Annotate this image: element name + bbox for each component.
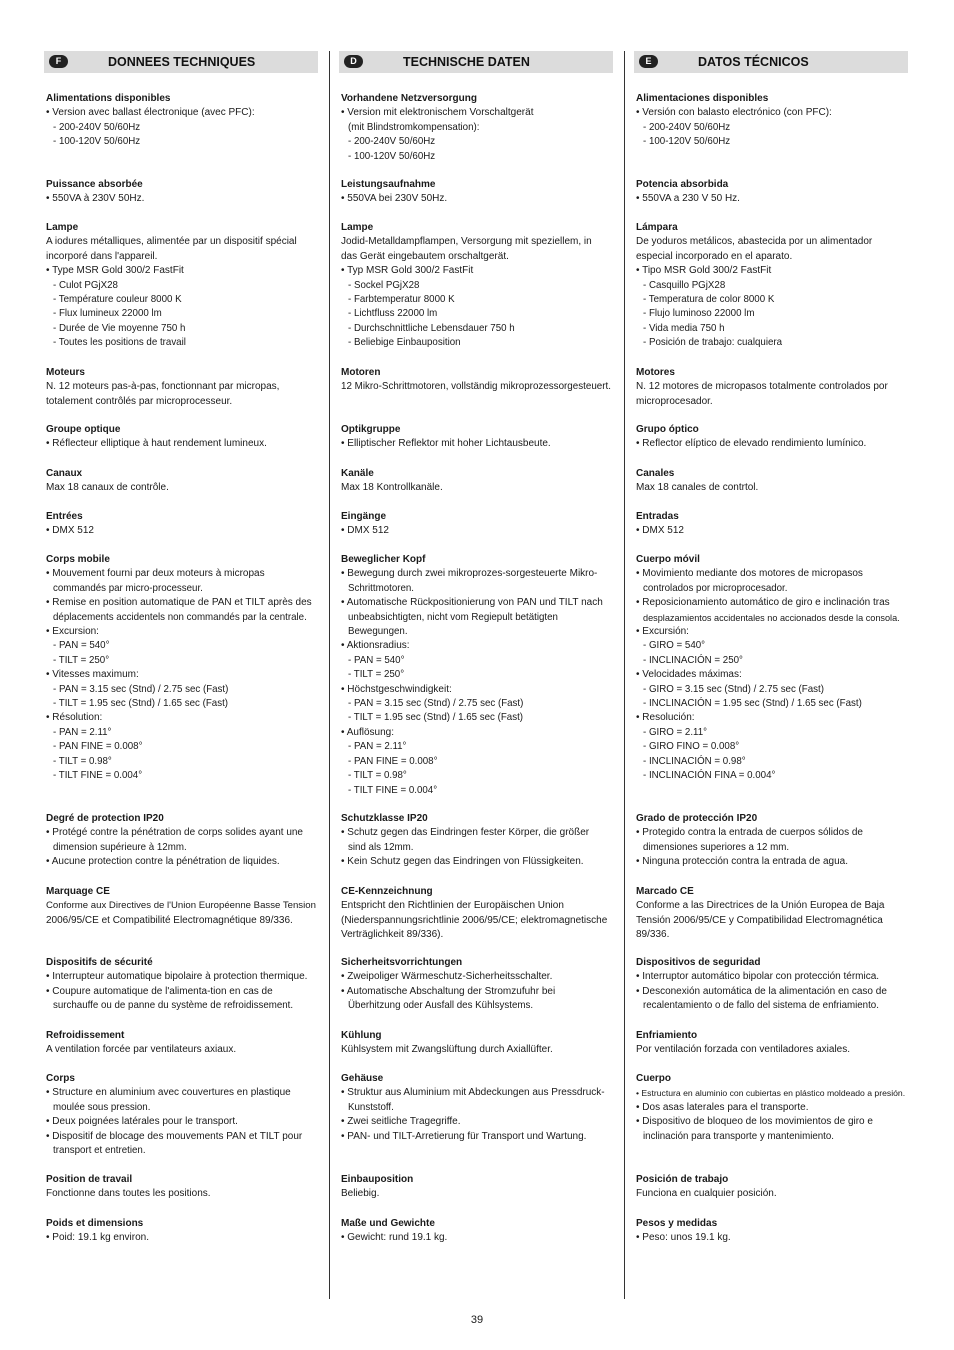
spec-line: sind als 12mm. (348, 841, 414, 853)
spec-line: • Estructura en aluminio con cubiertas en plástico moldeado a presión. (636, 1088, 906, 1099)
spec-line: • Interrupteur automatique bipolaire à protection thermique. (46, 971, 308, 983)
spec-line: A ventilation forcée par ventilateurs axiaux. (46, 1044, 237, 1056)
spec-section (46, 221, 316, 351)
spec-line: Conforme aux Directives de l'Union Européenne Basse Tension (46, 900, 316, 912)
spec-section (341, 366, 611, 395)
spec-section (341, 510, 611, 539)
spec-line: - PAN FINE = 0.008° (53, 741, 143, 753)
spec-section-title: Position de travail (46, 1174, 133, 1185)
spec-line: • Movimiento mediante dos motores de micropasos (636, 568, 863, 580)
spec-line: Entspricht den Richtlinien der Europäischen Union (341, 900, 564, 912)
spec-section (636, 221, 906, 351)
spec-line: - Farbtemperatur 8000 K (348, 294, 455, 306)
spec-section-title: Corps mobile (46, 554, 110, 565)
spec-section (636, 812, 906, 870)
spec-section-title: Dispositivos de seguridad (636, 957, 761, 968)
spec-line: • Zwei seitliche Tragegriffe. (341, 1116, 461, 1128)
spec-line: • Version avec ballast électronique (avec PFC): (46, 107, 255, 119)
spec-section (46, 92, 316, 150)
spec-line: unbeabsichtigten, nicht vom Regiepult betätigten (348, 611, 558, 623)
spec-section-title: Corps (46, 1073, 75, 1084)
spec-line: - PAN = 540° (53, 640, 110, 652)
spec-line: • DMX 512 (341, 525, 389, 537)
spec-line: 12 Mikro-Schrittmotoren, vollständig mikroprozessorgesteuert. (341, 381, 611, 393)
spec-line: • Protégé contre la pénétration de corps solides ayant une (46, 827, 303, 839)
spec-line: - INCLINACIÓN = 0.98° (643, 755, 746, 767)
spec-section-title: CE-Kennzeichnung (341, 886, 433, 897)
spec-line: • Version mit elektronischem Vorschaltgerät (341, 107, 534, 119)
spec-section-title: Einbauposition (341, 1174, 414, 1185)
page-number: 39 (470, 1314, 484, 1326)
spec-section (636, 1072, 906, 1144)
spec-section (46, 1072, 316, 1158)
spec-section (341, 1072, 611, 1144)
spec-line: totalement contrôlés par microprocesseur. (46, 395, 233, 407)
spec-section-title: Sicherheitsvorrichtungen (341, 957, 463, 968)
spec-section (636, 1029, 906, 1058)
spec-line: commandés par micro-processeur. (53, 582, 203, 594)
spec-line: - Sockel PGjX28 (348, 279, 420, 291)
spec-line: • Peso: unos 19.1 kg. (636, 1232, 731, 1244)
spec-line: • Deux poignées latérales pour le transport. (46, 1116, 238, 1128)
spec-line: - TILT FINE = 0.004° (348, 784, 438, 796)
spec-section (341, 221, 611, 351)
spec-line: - Durée de Vie moyenne 750 h (53, 322, 186, 334)
spec-line: • Interruptor automático bipolar con protección térmica. (636, 971, 880, 983)
spec-section (46, 510, 316, 539)
spec-section (636, 510, 906, 539)
spec-line: 2006/95/CE et Compatibilité Electromagnétique 89/336. (46, 914, 293, 926)
spec-line: - 200-240V 50/60Hz (53, 121, 141, 133)
spec-line: Schrittmotoren. (348, 582, 415, 594)
spec-line: Por ventilación forzada con ventiladores axiales. (636, 1044, 851, 1056)
spec-line: • 550VA a 230 V 50 Hz. (636, 193, 740, 205)
spec-line: - Vida media 750 h (643, 322, 725, 334)
spec-section (46, 423, 316, 452)
spec-line: • Versión con balasto electrónico (con PFC): (636, 107, 832, 119)
spec-line: Überhitzung oder Ausfall des Kühlsystems. (348, 1000, 534, 1012)
spec-line: • Mouvement fourni par deux moteurs à micropas (46, 568, 265, 580)
spec-line: déplacements accidentels non commandés par la centrale. (53, 611, 307, 623)
spec-section-title: Lampe (341, 222, 374, 233)
column-german (341, 51, 611, 1244)
spec-line: • Velocidades máximas: (636, 669, 742, 681)
spec-section-title: Puissance absorbée (46, 179, 143, 190)
spec-section (46, 812, 316, 870)
header-title: DONNEES TECHNIQUES (108, 55, 256, 69)
language-badge: D (344, 55, 363, 68)
spec-section-title: Entrées (46, 511, 83, 522)
spec-line: Jodid-Metalldampflampen, Versorgung mit speziellem, in (341, 236, 592, 248)
spec-line: • 550VA à 230V 50Hz. (46, 193, 145, 205)
spec-line: N. 12 motores de micropasos totalmente controlados por (636, 381, 888, 393)
spec-line: - TILT = 250° (53, 654, 110, 666)
spec-section (636, 178, 906, 207)
section-header (44, 51, 318, 73)
spec-section-title: Cuerpo (636, 1073, 671, 1084)
spec-section (46, 366, 316, 409)
spec-section (46, 956, 316, 1014)
spec-line: dimensiones superiores a 12 mm. (643, 841, 790, 853)
spec-section-title: Pesos y medidas (636, 1218, 718, 1229)
spec-line: - PAN = 3.15 sec (Stnd) / 2.75 sec (Fast) (53, 683, 229, 695)
spec-line: - 200-240V 50/60Hz (643, 121, 731, 133)
spec-section (636, 885, 906, 943)
spec-section (636, 956, 906, 1014)
spec-line: • Resolución: (636, 712, 695, 724)
spec-line: controlados por microprocesador. (643, 582, 788, 594)
spec-line: das Gerät eingebautem orschaltgerät. (341, 250, 509, 262)
spec-line: Bewegungen. (348, 626, 408, 638)
spec-section (636, 467, 906, 496)
spec-line: Conforme a las Directrices de la Unión Europea de Baja (636, 900, 885, 912)
spec-section-title: Lampe (46, 222, 79, 233)
spec-section (46, 467, 316, 496)
spec-section-title: Motores (636, 367, 675, 378)
spec-section-title: Lámpara (636, 222, 678, 233)
spec-line: • Struktur aus Aluminium mit Abdeckungen aus Pressdruck- (341, 1087, 605, 1099)
column-divider (624, 51, 625, 1299)
spec-line: - PAN FINE = 0.008° (348, 755, 438, 767)
spec-section-title: Gehäuse (341, 1073, 384, 1084)
spec-line: - Flux lumineux 22000 lm (53, 308, 162, 320)
spec-line: - GIRO = 2.11° (643, 726, 708, 738)
spec-line: • Réflecteur elliptique à haut rendement lumineux. (46, 438, 267, 450)
spec-section-title: Eingänge (341, 511, 387, 522)
spec-section-title: Alimentaciones disponibles (636, 93, 769, 104)
spec-line: • DMX 512 (46, 525, 94, 537)
section-header (339, 51, 613, 73)
spec-line: • Reflector elíptico de elevado rendimiento lumínico. (636, 438, 867, 450)
spec-line: Funciona en cualquier posición. (636, 1188, 777, 1200)
spec-line: - INCLINACIÓN = 250° (643, 654, 743, 666)
spec-section-title: Kühlung (341, 1030, 382, 1041)
spec-section (341, 956, 611, 1014)
spec-line: - PAN = 3.15 sec (Stnd) / 2.75 sec (Fast) (348, 698, 524, 710)
spec-line: - Posición de trabajo: cualquiera (643, 337, 783, 349)
language-badge: E (639, 55, 658, 68)
spec-section (636, 553, 906, 784)
spec-section (46, 885, 316, 928)
spec-section-title: Posición de trabajo (636, 1174, 729, 1185)
spec-line: • Poid: 19.1 kg environ. (46, 1232, 150, 1244)
spec-section-title: Degré de protection IP20 (46, 813, 164, 824)
spec-line: Max 18 canaux de contrôle. (46, 482, 169, 494)
spec-line: inclinación para transporte y mantenimiento. (643, 1130, 835, 1142)
spec-line: • Elliptischer Reflektor mit hoher Lichtausbeute. (341, 438, 551, 450)
spec-line: - INCLINACIÓN = 1.95 sec (Stnd) / 1.65 sec (Fast) (643, 698, 862, 710)
spec-line: 89/336. (636, 929, 670, 941)
spec-line: • Aktionsradius: (341, 640, 410, 652)
spec-line: Max 18 canales de contrtol. (636, 482, 759, 494)
spec-section-title: Enfriamiento (636, 1030, 698, 1041)
spec-section-title: Potencia absorbida (636, 179, 729, 190)
spec-section-title: Canaux (46, 468, 83, 479)
spec-section (341, 885, 611, 943)
spec-line: - Beliebige Einbauposition (348, 337, 461, 349)
spec-line: • Schutz gegen das Eindringen fester Körper, die größer (341, 827, 590, 839)
spec-section (636, 366, 906, 409)
spec-line: - PAN = 540° (348, 654, 405, 666)
spec-line: • Dispositivo de bloqueo de los movimientos de giro e (636, 1116, 873, 1128)
spec-line: • Structure en aluminium avec couvertures en plastique (46, 1087, 291, 1099)
spec-line: - Culot PGjX28 (53, 279, 118, 291)
spec-line: - Casquillo PGjX28 (643, 279, 726, 291)
spec-section (341, 812, 611, 870)
spec-line: • Desconexión automática de la alimentación en caso de (636, 985, 887, 997)
spec-section-title: Marcado CE (636, 886, 694, 897)
spec-section-title: Vorhandene Netzversorgung (341, 93, 477, 104)
spec-line: Tensión 2006/95/CE y Compatibilidad Electromagnética (636, 914, 883, 926)
spec-line: • Dos asas laterales para el transporte. (636, 1101, 809, 1113)
spec-line: desplazamientos accidentales no accionados desde la consola. (643, 612, 900, 623)
spec-line: - 200-240V 50/60Hz (348, 136, 436, 148)
spec-section-title: Maße und Gewichte (341, 1218, 435, 1229)
column-divider (329, 51, 330, 1299)
spec-section (46, 1029, 316, 1058)
header-title: TECHNISCHE DATEN (403, 55, 530, 69)
spec-section-title: Optikgruppe (341, 424, 401, 435)
spec-line: - PAN = 2.11° (53, 726, 112, 738)
spec-line: - TILT = 1.95 sec (Stnd) / 1.65 sec (Fast) (53, 698, 229, 710)
spec-section-title: Refroidissement (46, 1030, 125, 1041)
spec-section (636, 423, 906, 452)
spec-section (636, 92, 906, 150)
spec-section-title: Grado de protección IP20 (636, 813, 758, 824)
spec-line: • Tipo MSR Gold 300/2 FastFit (636, 265, 772, 277)
spec-line: N. 12 moteurs pas-à-pas, fonctionnant par micropas, (46, 381, 280, 393)
spec-line: • Aucune protection contre la pénétration de liquides. (46, 856, 280, 868)
spec-section-title: Dispositifs de sécurité (46, 957, 153, 968)
spec-line: - Température couleur 8000 K (53, 294, 182, 306)
spec-line: • Vitesses maximum: (46, 669, 139, 681)
spec-line: • Automatische Abschaltung der Stromzufuhr bei (341, 985, 556, 997)
spec-section (636, 1173, 906, 1202)
spec-line: especial incorporado en el aparato. (636, 250, 793, 262)
spec-section (341, 1217, 611, 1246)
spec-line: • Ninguna protección contra la entrada de agua. (636, 856, 848, 868)
spec-section-title: Grupo óptico (636, 424, 699, 435)
spec-section (341, 92, 611, 164)
spec-line: • 550VA bei 230V 50Hz. (341, 193, 448, 205)
spec-line: - Durchschnittliche Lebensdauer 750 h (348, 322, 515, 334)
spec-line: Max 18 Kontrollkanäle. (341, 482, 443, 494)
spec-line: - GIRO FINO = 0.008° (643, 741, 740, 753)
spec-section (46, 178, 316, 207)
header-title: DATOS TÉCNICOS (698, 55, 809, 69)
spec-section-title: Schutzklasse IP20 (341, 813, 428, 824)
spec-line: • Protegido contra la entrada de cuerpos sólidos de (636, 827, 863, 839)
spec-line: - TILT = 250° (348, 669, 405, 681)
spec-line: dimension supérieure à 12mm. (53, 841, 187, 853)
spec-section (46, 1173, 316, 1202)
spec-line: • Automatische Rückpositionierung von PAN und TILT nach (341, 597, 603, 609)
spec-section-title: Canales (636, 468, 675, 479)
spec-line: microprocesador. (636, 395, 713, 407)
spec-line: • Kein Schutz gegen das Eindringen von Flüssigkeiten. (341, 856, 584, 868)
spec-section (341, 1029, 611, 1058)
spec-line: transport et entretien. (53, 1145, 146, 1157)
column-spanish (636, 51, 906, 1244)
spec-line: Kunststoff. (348, 1101, 394, 1113)
spec-section (341, 178, 611, 207)
spec-line: • Excursión: (636, 626, 689, 638)
spec-section (46, 553, 316, 784)
spec-section-title: Kanäle (341, 468, 374, 479)
spec-line: • Bewegung durch zwei mikroprozes-sorgesteuerte Mikro- (341, 568, 598, 580)
spec-line: - TILT = 1.95 sec (Stnd) / 1.65 sec (Fast) (348, 712, 524, 724)
spec-line: A iodures métalliques, alimentée par un dispositif spécial (46, 236, 297, 248)
spec-line: • Type MSR Gold 300/2 FastFit (46, 265, 184, 277)
spec-line: surchauffe ou de panne du système de refroidissement. (53, 1000, 294, 1012)
language-badge: F (49, 55, 68, 68)
spec-section (636, 1217, 906, 1246)
spec-line: - TILT = 0.98° (348, 770, 407, 782)
spec-line: • Coupure automatique de l'alimenta-tion en cas de (46, 985, 273, 997)
spec-line: (Niederspannungsrichtlinie 2006/95/CE; elektromagnetische (341, 914, 608, 926)
spec-line: • Typ MSR Gold 300/2 FastFit (341, 265, 474, 277)
spec-line: • Höchstgeschwindigkeit: (341, 683, 452, 695)
spec-line: • Résolution: (46, 712, 103, 724)
spec-section-title: Marquage CE (46, 886, 110, 897)
spec-line: • Dispositif de blocage des mouvements PAN et TILT pour (46, 1130, 303, 1142)
spec-section-title: Beweglicher Kopf (341, 554, 426, 565)
spec-section-title: Motoren (341, 367, 381, 378)
spec-line: • Reposicionamiento automático de giro e inclinación tras (636, 597, 890, 609)
spec-line: - INCLINACIÓN FINA = 0.004° (643, 770, 776, 782)
spec-line: - 100-120V 50/60Hz (348, 150, 436, 162)
spec-line: • PAN- und TILT-Arretierung für Transport und Wartung. (341, 1130, 587, 1142)
spec-line: • Zweipoliger Wärmeschutz-Sicherheitsschalter. (341, 971, 553, 983)
spec-section-title: Entradas (636, 511, 679, 522)
spec-line: Fonctionne dans toutes les positions. (46, 1188, 211, 1200)
spec-line: Kühlsystem mit Zwangslüftung durch Axiallüfter. (341, 1044, 553, 1056)
spec-line: Verträglichkeit 89/336). (341, 929, 444, 941)
spec-line: De yoduros metálicos, abastecida por un alimentador (636, 236, 873, 248)
spec-section-title: Leistungsaufnahme (341, 179, 436, 190)
spec-section (341, 423, 611, 452)
spec-line: - Flujo luminoso 22000 lm (643, 308, 755, 320)
spec-line: (mit Blindstromkompensation): (348, 121, 480, 133)
spec-line: - Toutes les positions de travail (53, 337, 186, 349)
spec-section-title: Poids et dimensions (46, 1218, 144, 1229)
spec-line: incorporé dans l'appareil. (46, 250, 158, 262)
spec-section (341, 553, 611, 798)
spec-line: - TILT = 0.98° (53, 755, 112, 767)
column-french (46, 51, 316, 1244)
spec-section-title: Cuerpo móvil (636, 554, 700, 565)
spec-line: • DMX 512 (636, 525, 684, 537)
spec-line: • Excursion: (46, 626, 99, 638)
spec-line: Beliebig. (341, 1188, 380, 1200)
spec-section-title: Groupe optique (46, 424, 121, 435)
spec-section (46, 1217, 316, 1246)
spec-section (341, 1173, 611, 1202)
section-header (634, 51, 908, 73)
spec-line: - PAN = 2.11° (348, 741, 407, 753)
spec-line: - GIRO = 540° (643, 640, 706, 652)
spec-line: moulée sous pression. (53, 1101, 151, 1113)
spec-line: • Gewicht: rund 19.1 kg. (341, 1232, 448, 1244)
spec-line: - GIRO = 3.15 sec (Stnd) / 2.75 sec (Fast) (643, 683, 824, 695)
spec-line: - Lichtfluss 22000 lm (348, 308, 438, 320)
spec-line: • Auflösung: (341, 726, 394, 738)
spec-line: • Remise en position automatique de PAN et TILT après des (46, 597, 312, 609)
spec-line: - Temperatura de color 8000 K (643, 294, 775, 306)
spec-line: - TILT FINE = 0.004° (53, 770, 143, 782)
spec-line: recalentamiento o de fallo del sistema de enfriamiento. (643, 1000, 879, 1012)
spec-section (341, 467, 611, 496)
spec-line: - 100-120V 50/60Hz (53, 136, 141, 148)
spec-section-title: Alimentations disponibles (46, 93, 171, 104)
spec-section-title: Moteurs (46, 367, 85, 378)
spec-line: - 100-120V 50/60Hz (643, 136, 731, 148)
